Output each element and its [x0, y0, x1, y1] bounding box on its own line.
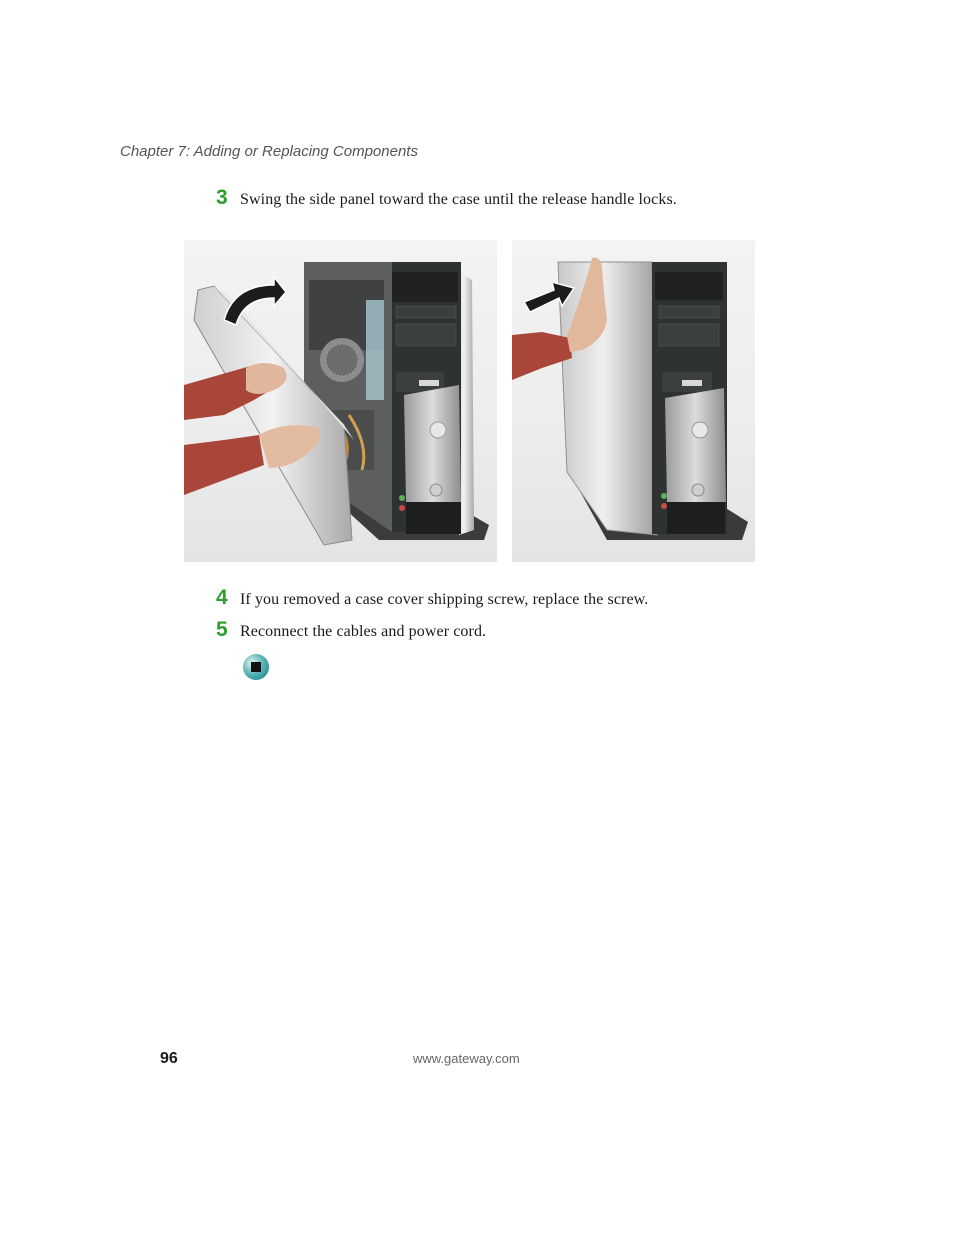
- page-number: 96: [160, 1050, 178, 1067]
- curved-arrow-icon: [224, 277, 286, 325]
- photo-swinging-side-panel: [184, 240, 497, 562]
- footer-url: www.gateway.com: [413, 1051, 520, 1066]
- step-3: [216, 186, 677, 210]
- step-text: If you removed a case cover shipping screw, replace the screw.: [240, 591, 649, 608]
- step-number: 3: [216, 186, 228, 209]
- step-text: Reconnect the cables and power cord.: [240, 623, 487, 640]
- photo-pushing-side-panel: [512, 240, 755, 562]
- stop-icon: [241, 652, 271, 687]
- step-5: [216, 618, 486, 642]
- chapter-header: Chapter 7: Adding or Replacing Components: [120, 143, 418, 160]
- step-4: [216, 586, 648, 610]
- step-number: 4: [216, 586, 228, 609]
- step-text: Swing the side panel toward the case until the release handle locks.: [240, 191, 677, 208]
- step-number: 5: [216, 618, 228, 641]
